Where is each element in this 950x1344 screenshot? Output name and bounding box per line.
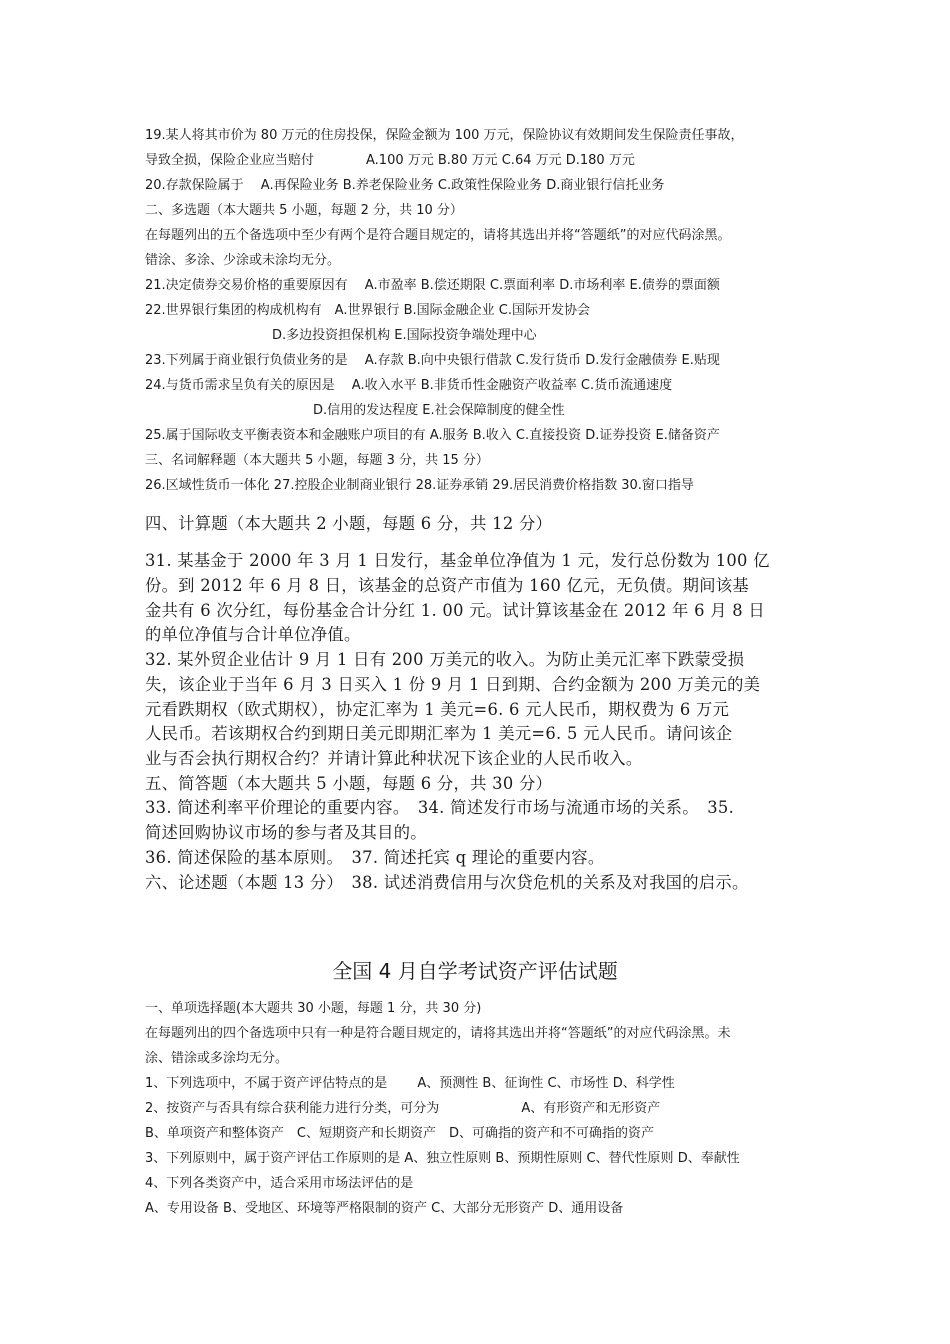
question-24-line-1: 24.与货币需求呈负有关的原因是 A.收入水平 B.非货币性金融资产收益率 C.货币流通速度 (145, 378, 673, 393)
question-19-line-1: 19.某人将其市价为 80 万元的住房投保，保险金额为 100 万元，保险协议有效期间发生保险责任事故， (145, 128, 744, 143)
question-20: 20.存款保险属于 A.再保险业务 B.养老保险业务 C.政策性保险业务 D.商业银行信托业务 (145, 178, 665, 193)
question-31-line-1: 31. 某基金于 2000 年 3 月 1 日发行，基金单位净值为 1 元，发行总份数为 100 亿 (145, 551, 770, 570)
section-heading-terms: 三、名词解释题（本大题共 5 小题，每题 3 分，共 15 分） (145, 453, 489, 468)
question-32-line-1: 32. 某外贸企业估计 9 月 1 日有 200 万美元的收入。为防止美元汇率下跌蒙受损 (145, 650, 745, 669)
questions-36-37: 36. 简述保险的基本原则。 37. 简述托宾 q 理论的重要内容。 (145, 848, 605, 867)
instruction-line-1: 在每题列出的四个备选项中只有一种是符合题目规定的，请将其选出并将“答题纸”的对应代码涂黑。未 (145, 1026, 731, 1041)
exam-title: 全国 4 月自学考试资产评估试题 (332, 959, 618, 983)
question-4-line-1: 4、下列各类资产中，适合采用市场法评估的是 (145, 1176, 414, 1191)
question-4-line-2: A、专用设备 B、受地区、环境等严格限制的资产 C、大部分无形资产 D、通用设备 (145, 1201, 624, 1216)
question-24-line-2: D.信用的发达程度 E.社会保障制度的健全性 (313, 403, 565, 418)
question-32-line-2: 失，该企业于当年 6 月 3 日买入 1 份 9 月 1 日到期、合约金额为 200 万美元的美 (145, 675, 761, 694)
section-heading-essay: 六、论述题（本题 13 分） 38. 试述消费信用与次贷危机的关系及对我国的启示。 (145, 873, 749, 892)
question-32-line-4: 人民币。若该期权合约到期日美元即期汇率为 1 美元=6. 5 元人民币。请问该企 (145, 724, 733, 743)
section-heading-short-answer: 五、简答题（本大题共 5 小题，每题 6 分，共 30 分） (145, 774, 553, 793)
question-3: 3、下列原则中，属于资产评估工作原则的是 A、独立性原则 B、预期性原则 C、替代性原则 D、奉献性 (145, 1151, 740, 1166)
section-heading-single-choice: 一、单项选择题(本大题共 30 小题，每题 1 分，共 30 分) (145, 1001, 482, 1016)
question-22-line-2: D.多边投资担保机构 E.国际投资争端处理中心 (272, 328, 537, 343)
question-25: 25.属于国际收支平衡表资本和金融账户项目的有 A.服务 B.收入 C.直接投资 D.证券投资 E.储备资产 (145, 428, 720, 443)
question-31-line-3: 金共有 6 次分红，每份基金合计分红 1. 00 元。试计算该基金在 2012 年 6 月 8 日 (145, 601, 765, 620)
question-32-line-3: 元看跌期权（欧式期权），协定汇率为 1 美元=6. 6 元人民币，期权费为 6 万元 (145, 700, 730, 719)
question-2-line-1: 2、按资产与否具有综合获利能力进行分类，可分为 A、有形资产和无形资产 (145, 1101, 661, 1116)
question-31-line-4: 的单位净值与合计单位净值。 (145, 625, 361, 644)
question-32-line-5: 业与否会执行期权合约？并请计算此种状况下该企业的人民币收入。 (145, 749, 643, 768)
question-23: 23.下列属于商业银行负债业务的是 A.存款 B.向中央银行借款 C.发行货币 D.发行金融债券 E.贴现 (145, 353, 720, 368)
question-19-line-2: 导致全损，保险企业应当赔付 A.100 万元 B.80 万元 C.64 万元 D.180 万元 (145, 153, 635, 168)
instruction-line-2: 涂、错涂或多涂均无分。 (145, 1051, 289, 1066)
question-2-line-2: B、单项资产和整体资产 C、短期资产和长期资产 D、可确指的资产和不可确指的资产 (145, 1126, 655, 1141)
question-1: 1、下列选项中，不属于资产评估特点的是 A、预测性 B、征询性 C、市场性 D、科学性 (145, 1076, 675, 1091)
questions-33-35-line-1: 33. 简述利率平价理论的重要内容。 34. 简述发行市场与流通市场的关系。 35. (145, 798, 735, 817)
instruction-line-2: 错涂、多涂、少涂或未涂均无分。 (145, 253, 341, 268)
questions-26-30: 26.区域性货币一体化 27.控股企业制商业银行 28.证券承销 29.居民消费价格指数 30.窗口指导 (145, 478, 694, 493)
section-heading-multiple-choice: 二、多选题（本大题共 5 小题，每题 2 分，共 10 分） (145, 203, 463, 218)
instruction-line-1: 在每题列出的五个备选项中至少有两个是符合题目规定的，请将其选出并将“答题纸”的对应代码涂黑。 (145, 228, 731, 243)
section-heading-calculation: 四、计算题（本大题共 2 小题，每题 6 分，共 12 分） (145, 514, 553, 533)
question-31-line-2: 份。到 2012 年 6 月 8 日，该基金的总资产市值为 160 亿元，无负债。期间该基 (145, 576, 750, 595)
questions-33-35-line-2: 简述回购协议市场的参与者及其目的。 (145, 823, 427, 842)
question-21: 21.决定债券交易价格的重要原因有 A.市盈率 B.偿还期限 C.票面利率 D.市场利率 E.债券的票面额 (145, 278, 720, 293)
question-22-line-1: 22.世界银行集团的构成机构有 A.世界银行 B.国际金融企业 C.国际开发协会 (145, 303, 590, 318)
